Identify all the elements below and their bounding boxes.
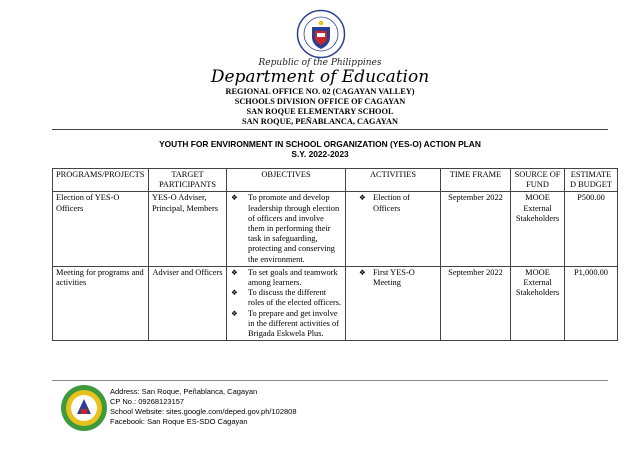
- action-plan-table: [52, 168, 618, 341]
- header-source: SOURCE OF FUND: [511, 169, 565, 192]
- region-line: REGIONAL OFFICE NO. 02 (CAGAYAN VALLEY): [225, 87, 415, 96]
- time-frame-cell: September 2022: [441, 192, 511, 266]
- budget-cell: P500.00: [565, 192, 618, 266]
- school-location: SAN ROQUE, PEÑABLANCA, CAGAYAN: [242, 117, 398, 126]
- source-cell: MOOE External Stakeholders: [511, 266, 565, 340]
- footer-facebook: Facebook: San Roque ES-SDO Cagayan: [110, 417, 248, 426]
- division-line: SCHOOLS DIVISION OFFICE OF CAGAYAN: [234, 97, 406, 106]
- republic-line: Republic of the Philippines: [258, 58, 382, 68]
- deped-seal-icon: [296, 9, 346, 59]
- header-programs: PROGRAMS/PROJECTS: [53, 169, 149, 192]
- header-activities: ACTIVITIES: [346, 169, 441, 192]
- program-cell: Election of YES-O Officers: [53, 192, 149, 266]
- objective-item: ❖ To discuss the different roles of the elected officers.: [230, 288, 342, 308]
- department-name: Department of Education: [210, 67, 430, 87]
- header-objectives: OBJECTIVES: [227, 169, 346, 192]
- objective-item: ❖ To promote and develop leadership through election of officers and involve them in performing their task in safeguarding, protecting and conserving the environment.: [230, 193, 342, 264]
- footer-divider: [52, 380, 608, 381]
- school-logo-icon: [60, 384, 108, 432]
- header-time-frame: TIME FRAME: [441, 169, 511, 192]
- objectives-cell: [227, 266, 346, 340]
- footer-website: School Website: sites.google.com/deped.gov.ph/102808: [110, 407, 297, 416]
- table-row: [53, 266, 618, 340]
- objectives-cell: [227, 192, 346, 266]
- program-cell: Meeting for programs and activities: [53, 266, 149, 340]
- objective-item: ❖ To prepare and get involve in the different activities of Brigada Eskwela Plus.: [230, 309, 342, 340]
- activity-item: ❖ Election of Officers: [349, 193, 437, 213]
- source-cell: MOOE External Stakeholders: [511, 192, 565, 266]
- activity-cell: [346, 266, 441, 340]
- activity-item: ❖ First YES-O Meeting: [349, 268, 437, 288]
- header-participants: TARGET PARTICIPANTS: [149, 169, 227, 192]
- budget-cell: P1,000.00: [565, 266, 618, 340]
- participants-cell: Adviser and Officers: [149, 266, 227, 340]
- footer-cp: CP No.: 09268123157: [110, 397, 185, 406]
- school-year: S.Y. 2022-2023: [291, 149, 349, 159]
- participants-cell: YES-O Adviser, Principal, Members: [149, 192, 227, 266]
- document-title: YOUTH FOR ENVIRONMENT IN SCHOOL ORGANIZATION (YES-O) ACTION PLAN: [159, 139, 481, 149]
- objective-item: ❖ To set goals and teamwork among learners.: [230, 268, 342, 288]
- time-frame-cell: September 2022: [441, 266, 511, 340]
- table-header-row: [53, 169, 618, 192]
- header-divider: [52, 129, 608, 130]
- activity-cell: [346, 192, 441, 266]
- footer-address: Address: San Roque, Peñablanca, Cagayan: [110, 387, 258, 396]
- school-name: SAN ROQUE ELEMENTARY SCHOOL: [246, 107, 394, 116]
- header-budget: ESTIMATE D BUDGET: [565, 169, 618, 192]
- table-row: [53, 192, 618, 266]
